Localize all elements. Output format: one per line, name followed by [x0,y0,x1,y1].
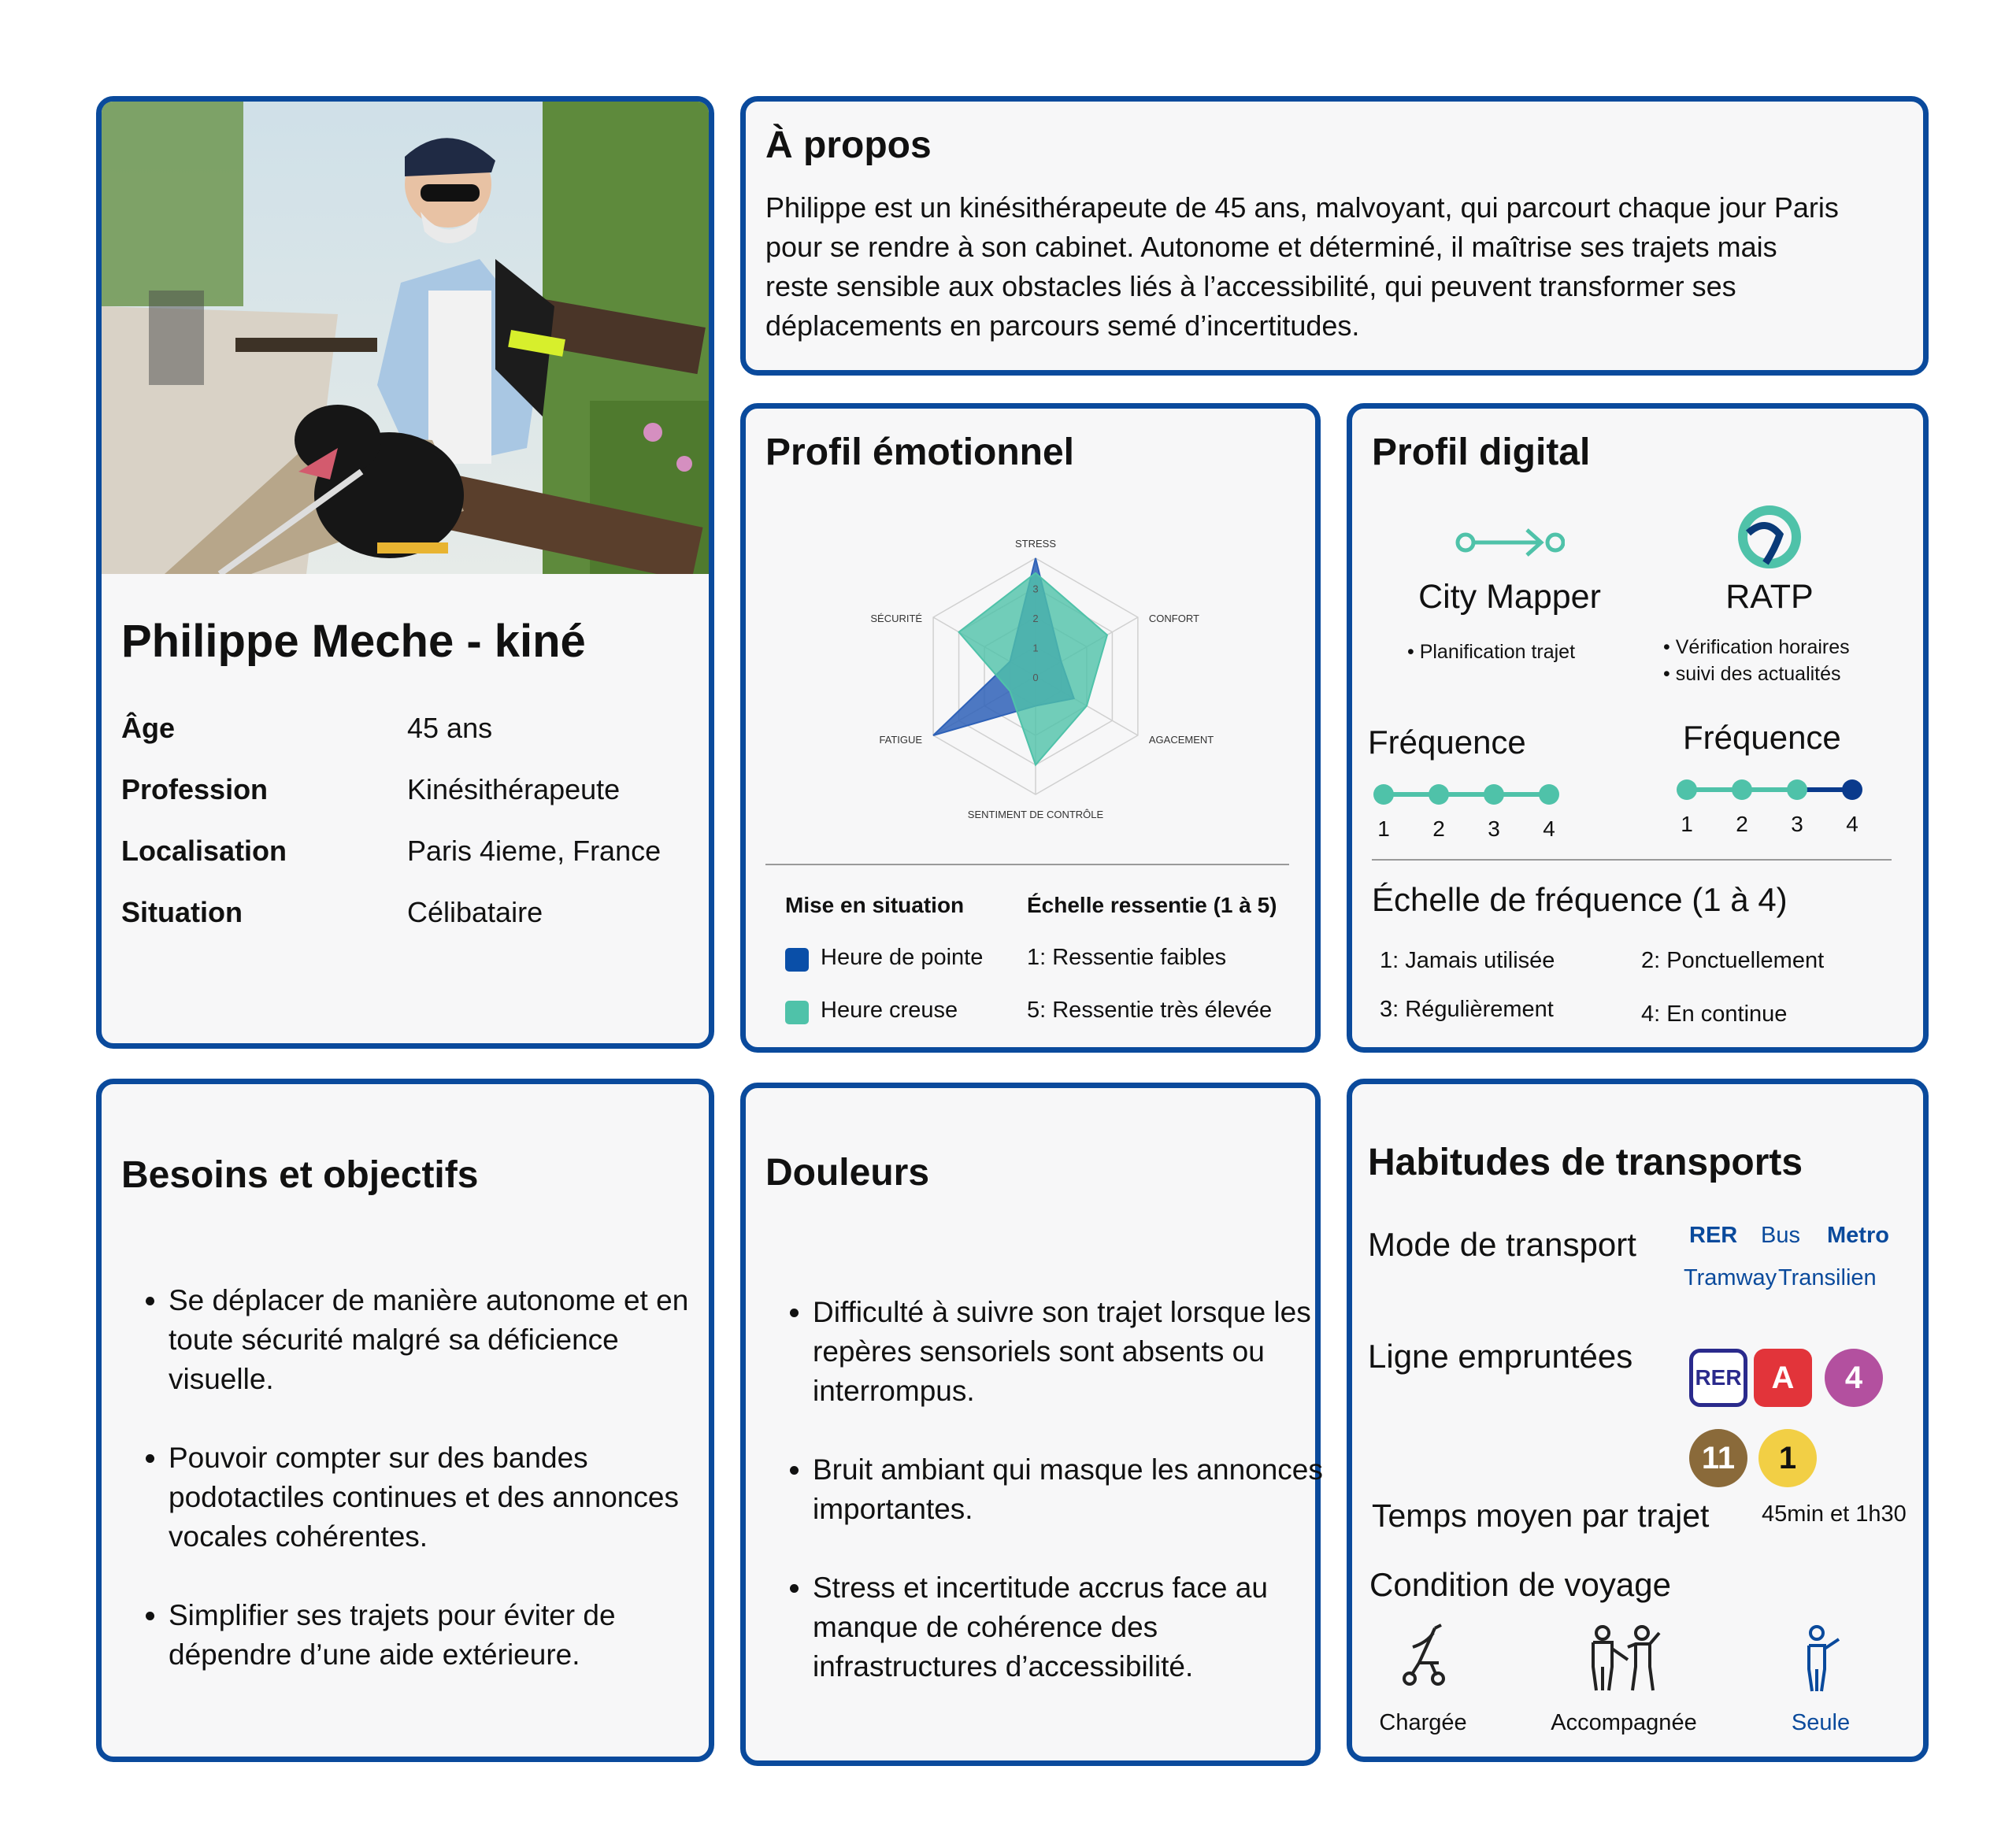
ratp-freq-num-3: 3 [1791,812,1803,836]
needs-item: • Pouvoir compter sur des bandes podotactiles continues et des annonces vocales cohérentes. [169,1438,704,1557]
mode-metro: Metro [1827,1223,1889,1248]
cm-freq-num-1: 1 [1377,816,1390,841]
ratp-feature-2-text: suivi des actualités [1675,663,1841,685]
transport-title: Habitudes de transports [1368,1142,1803,1183]
radar-axis-label: CONFORT [1148,613,1199,624]
emotional-card [740,403,1321,1053]
ratp-freq-num-4: 4 [1846,812,1858,836]
scale-item-high: 5: Ressentie très élevée [1027,998,1273,1023]
about-title: À propos [765,124,932,166]
digital-card [1347,403,1929,1053]
condition-accompanied: Accompagnée [1551,1710,1697,1735]
citymapper-icon [1455,519,1565,566]
citymapper-feature-text: Planification trajet [1419,641,1576,663]
person-alone-icon [1793,1623,1848,1694]
pains-card [740,1083,1321,1766]
condition-loaded: Chargée [1379,1710,1467,1735]
radar-axis-label: SÉCURITÉ [870,613,923,624]
pains-item: • Difficulté à suivre son trajet lorsque les repères sensoriels sont absents ou interrompus. [813,1293,1332,1411]
age-label: Âge [121,712,176,744]
ratp-frequency-title: Fréquence [1683,719,1841,756]
mode-tramway: Tramway [1684,1265,1777,1290]
cm-freq-num-3: 3 [1488,816,1500,841]
ratp-freq-num-1: 1 [1681,812,1693,836]
needs-item: • Simplifier ses trajets pour éviter de dépendre d’une aide extérieure. [169,1596,704,1675]
ratp-freq-num-2: 2 [1736,812,1748,836]
situation-value: Célibataire [407,896,543,928]
citymapper-frequency-title: Fréquence [1368,724,1526,761]
ratp-logo-icon [1734,502,1805,572]
frequency-scale-item-2: 2: Ponctuellement [1641,948,1825,973]
mode-label: Mode de transport [1368,1226,1636,1263]
ratp-feature-1: • Vérification horaires [1663,636,1850,658]
radar-tick-label: 0 [1032,672,1039,683]
radar-tick-label: 1 [1032,642,1039,654]
pains-item: • Stress et incertitude accrus face au manque de cohérence des infrastructures d’accessibilité. [813,1568,1332,1686]
legend-label-offpeak: Heure creuse [821,998,958,1023]
digital-title: Profil digital [1372,431,1591,473]
emotional-title: Profil émotionnel [765,431,1075,473]
citymapper-frequency-scale [1368,779,1573,810]
line-11-badge: 11 [1689,1429,1747,1487]
app-name-ratp: RATP [1725,578,1814,616]
app-name-citymapper: City Mapper [1418,578,1601,616]
frequency-scale-item-4: 4: En continue [1641,1001,1788,1027]
accompanied-icon [1581,1623,1667,1694]
ratp-feature-2: • suivi des actualités [1663,663,1841,685]
radar-chart [799,527,1272,842]
mode-transilien: Transilien [1778,1265,1877,1290]
ratp-frequency-scale [1671,774,1876,805]
line-a-badge: A [1754,1349,1812,1407]
cm-freq-num-4: 4 [1543,816,1555,841]
frequency-scale-item-3: 3: Régulièrement [1380,997,1554,1022]
person-name: Philippe Meche - kiné [121,616,586,667]
mode-bus: Bus [1761,1223,1800,1248]
location-label: Localisation [121,835,287,867]
location-value: Paris 4ieme, France [407,835,662,867]
transport-card [1347,1079,1929,1762]
profile-photo [102,102,709,574]
lines-label: Ligne empruntées [1368,1338,1633,1375]
radar-axis-label: STRESS [1014,538,1057,550]
line-4-badge: 4 [1825,1349,1883,1407]
legend-label-peak: Heure de pointe [821,945,984,970]
situation-label: Situation [121,896,243,928]
pains-item: • Bruit ambiant qui masque les annonces importantes. [813,1450,1332,1529]
line-1-badge: 1 [1758,1429,1817,1487]
divider [1372,859,1892,861]
stroller-icon [1395,1623,1451,1686]
divider [765,864,1289,865]
time-value: 45min et 1h30 [1762,1501,1907,1527]
radar-axis-label: SENTIMENT DE CONTRÔLE [967,809,1104,820]
legend-col2-title: Échelle ressentie (1 à 5) [1027,893,1277,917]
profile-card [96,96,714,1049]
needs-title: Besoins et objectifs [121,1154,479,1196]
legend-col1-title: Mise en situation [785,893,965,917]
radar-axis-label: FATIGUE [879,734,923,746]
scale-item-low: 1: Ressentie faibles [1027,945,1227,970]
age-value: 45 ans [407,712,493,744]
pains-list [765,1293,1332,1726]
needs-item: • Se déplacer de manière autonome et en toute sécurité malgré sa déficience visuelle. [169,1281,704,1399]
about-card [740,96,1929,376]
mode-rer: RER [1689,1223,1738,1248]
radar-tick-label: 2 [1032,613,1039,624]
legend-swatch-peak [785,948,809,972]
time-label: Temps moyen par trajet [1372,1498,1710,1534]
legend-swatch-offpeak [785,1001,809,1024]
condition-alone: Seule [1791,1710,1851,1735]
needs-list [121,1281,704,1714]
cm-freq-num-2: 2 [1432,816,1445,841]
citymapper-feature: • Planification trajet [1407,641,1576,663]
line-rer-badge: RER [1689,1349,1747,1407]
condition-label: Condition de voyage [1369,1566,1671,1603]
frequency-scale-item-1: 1: Jamais utilisée [1380,948,1555,973]
profession-value: Kinésithérapeute [407,773,621,805]
pains-title: Douleurs [765,1152,930,1194]
radar-tick-label: 3 [1032,583,1039,595]
ratp-feature-1-text: Vérification horaires [1675,636,1850,658]
ratp-features [1663,634,1850,687]
radar-axis-label: AGACEMENT [1148,734,1214,746]
frequency-scale-title: Échelle de fréquence (1 à 4) [1372,881,1788,918]
needs-card [96,1079,714,1762]
about-text: Philippe est un kinésithérapeute de 45 ans, malvoyant, qui parcourt chaque jour Paris pour se rendre à son cabinet. Autonome et déterminé, il maîtrise ses trajets mais reste sensible aux obstacles liés à l’accessibilité, qui peuvent transformer ses déplacements en parcours semé d’incertitudes. [765,191,1839,342]
profession-label: Profession [121,773,269,805]
